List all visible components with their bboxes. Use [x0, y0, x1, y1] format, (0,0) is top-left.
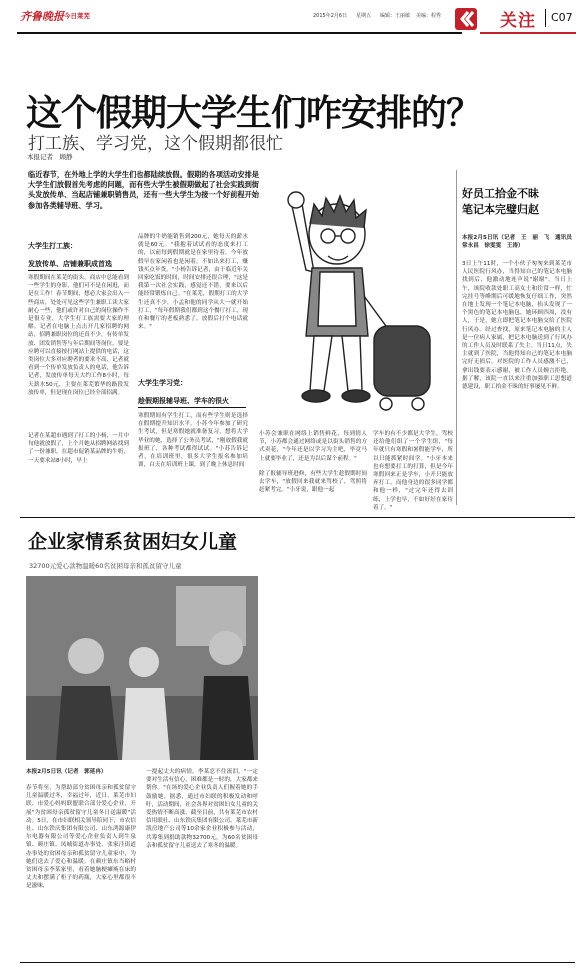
page-bottom-rule [20, 962, 575, 963]
header-rule-red [480, 32, 576, 34]
body-column-2-continued: 寒假期间有学生打工，而有些学生则是选择在假期提升知识水平。小苏今年参加了研究生考试，但是寒假她就准备复习，想将大学毕业的她，选择了公务员考试，"刚放假我就报班了，各种考试都得试试。"小苏告诉记者，在培训班里，很多大学生报名参加培训，白天在培训班上课，到了晚上休息时间 [138, 413, 248, 469]
main-byline: 本报记者 顾静 [27, 153, 73, 161]
section-heading-work: 大学生打工族： [28, 242, 77, 250]
designer-credit: 美编：程秀 [416, 13, 442, 19]
body-column-3: 小苏会兼职在网络上销售鲜花，每到情人节，小苏都会通过网络或是以街头销售的方式卖花，"今年还是以学习为主吧，毕竟马上就要毕业了，还是为以后谋个前程。" [259, 431, 367, 462]
side-headline [462, 186, 572, 218]
body-column-1: 寒假期间在莱芜的街头，商店中总能看到一些学生的身影，他们可不是在闲逛，而是在工作！春节期间，想必大家会出入一些商店，处处可见这些学生兼职工读大家耐心一些，他们或许对自己的岗位操作不是很专业，大学生打工族需要大家的理解。记者在电脑上点击开几家招聘的网站，招聘兼职岗位的还真不少，有传单发放、团发销售等与年后期间等岗位。要是应聘可以直接按打网站上提供的电话，这类岗位大多对应聘者的要求不高，记者就看到一个传单发放负责人的电话，他告诉记者，发放传单每天大约工作8小时，每天薪水50元，主要在莱芜繁华的路段发放传单，但是现在岗位已经全部招满。 [28, 275, 129, 396]
page-number: C07 [551, 11, 573, 24]
section-heading-study: 大学生学习党： [138, 379, 187, 387]
main-lead-paragraph: 临近春节，在外地上学的大学生们也都陆续放假。假期的各项活动安排是大学生们放假首先考虑的问题，而有些大学生被假期做起了社会实践到街头发放传单、当起店铺兼职销售员，还有一些大学生为接一个好前程开始参加各类辅导班、学习。 [28, 170, 259, 210]
second-body-column-2: 一提起丈夫的病情，李某忍不住流泪。"一定要对生活有信心，困难都是一时的，大家都来帮你。"在场的爱心企业负责人们握着她的手鼓励她。据悉，通过市妇联的积极发动和呼吁，活动期间，社会各界对贫困妇女儿童的关爱热情不断高涨，截至目前，共有莱芜市农村信用联社、山东铁庆集团有限公司、莱芜市新凯房地产公司等10余家企业积极参与活动，共筹集到捐助款物32700元，为60名贫困母亲和孤贫留守儿童送去了寒冬的温暖。 [146, 769, 258, 849]
header-divider [545, 9, 546, 27]
header-rule [17, 32, 462, 34]
subheading-underline [28, 270, 124, 271]
body-column-3-continued: 除了报辅导班进修，有些大学生趁假期时间去学车，"放假回来我就来驾校了，驾照将赶紧考完。"小牙说，跟他一起 [259, 471, 367, 494]
editor-credit: 编辑：王丽敏 [380, 13, 411, 19]
side-divider [456, 170, 457, 505]
masthead: 齐鲁晚报 [20, 10, 64, 23]
side-headline-line-1: 好员工拾金不昧 [462, 187, 539, 200]
masthead-subtitle: 今日莱芜 [64, 12, 90, 20]
side-body: 3日上午11时，一个小伙子匆匆来到莱芜市人民医院行风办，当得知自己的笔记本电脑找到后，他激动地连声说"谢谢"。当日上午，该院收款处职工高女士和往常一样，忙完挂号等峰期后可缓地恢复仔细工作，突然在地上发现一个笔记本电脑，抬头发现了一个黑色的笔记本电脑包，她环顾四周，没有人，于是，她立即把笔记本电脑交给了医院行风办。经过查找，原来笔记本电脑的主人是一位病人家属，把记本电脑送到了行风办的工作人员及时联系了失主。当日11点，失主就到了医院，当他得知自己的笔记本电脑完好无损后，对医院的工作人员感激不已，拿出钱要表示感谢，被工作人员婉言拒绝。据了解，该院一直以来注重加强职工思想道德建设，职工拾金不昧的好事屡见不鲜。 [462, 261, 572, 391]
body-column-2: 品牌的牛奶能销售到200元，她每天的薪水就是60元。"我抱着试试看的态度来打工的，以前每到假期就是在家里待着，今年放假早在家闲着也是闲着，不如出来打工，赚钱买点年货。"小杨告诉记者，由于临近年关回家吃饭的时间，时间安排还很合理，"这是我第一次社会实践，感觉还不错，要来以后能经常锻炼自己。"在莱芜，假期打工的大学生还真不少，小孟和他的同学从大一就开始打工，"每年假期我们都到这个餐厅打工，现在和餐厅的老板熟悉了，放假后打个电话就来。" [138, 234, 248, 331]
body-column-1-continued: 记者在某超市遇到了打工的小杨，一月中旬他就放假了，上个月她从招聘网站找到了一份兼职，在超市促销某品牌的牛奶，一天要求站8小时，早上 [28, 433, 129, 464]
second-headline: 企业家情系贫困妇女儿童 [28, 531, 238, 553]
second-body-column-1: 春节将至，为帮助部分贫困母亲和孤贫留守儿童温暖过冬，幸福过年，近日，莱芜市妇联、市爱心妈妈联盟联合部分爱心企业，开展"为贫困母亲孤贫留守儿童冬日送温暖"活动。5日，在市妇联相关领导陪同下，市农信社、山东铁庆集团有限公司、山东鸿源康伊尔电器有限公司等爱心企业负责人到牛泉镇、颜庄镇、凤城街道办事处、张家洼街道办事处的贫困母亲和孤贫留守儿童家中，为她们送去了爱心和温暖。在颜庄镇东当峪村贫困母亲李某家里，看着她脑梗瘫痪在床的丈夫和摆满了柜子的药瓶，大家心里都很不是滋味， [26, 785, 136, 890]
page-header [0, 0, 580, 38]
section-arrow-icon [455, 8, 477, 30]
second-subheadline: 32700元爱心款物温暖60名贫困母亲和孤贫留守儿童 [29, 562, 182, 570]
main-subheadline: 打工族、学习党，这个假期都很忙 [28, 134, 283, 154]
issue-weekday: 星期五 [356, 13, 372, 19]
section-subheading-study: 趁假期报辅导班、学车的很火 [138, 397, 229, 405]
section-divider [20, 517, 575, 518]
body-column-4: 学车的有不少都是大学生，驾校还给他们组了一个学生组，"每年就只有寒假和暑假能学车，所以只能抓紧时间学。"小牙本来也有想要打工的打算，但是今年寒假回来正是学车，小开只能放弃打工，而他身边的很多同学都和他一样，"过完年还得去训练，上学也早，不如好好在家待着了。" [373, 431, 453, 511]
section-name: 关注 [500, 11, 536, 31]
side-headline-line-2: 笔记本完璧归赵 [462, 203, 539, 216]
side-byline: 本报2月5日讯（记者 王 丽 飞 通讯员 常永昌 徐雯雯 王涛） [462, 235, 578, 250]
second-byline: 本报2月5日讯（记者 郭延冉） [26, 769, 107, 775]
issue-date: 2015年2月6日 [313, 13, 348, 19]
section-subheading-work: 发放传单、店铺兼职成首选 [28, 260, 112, 268]
subheading-underline-2 [138, 407, 246, 408]
student-illustration [262, 176, 442, 426]
news-photo [26, 576, 258, 760]
main-headline: 这个假期大学生们咋安排的？ [26, 93, 482, 134]
